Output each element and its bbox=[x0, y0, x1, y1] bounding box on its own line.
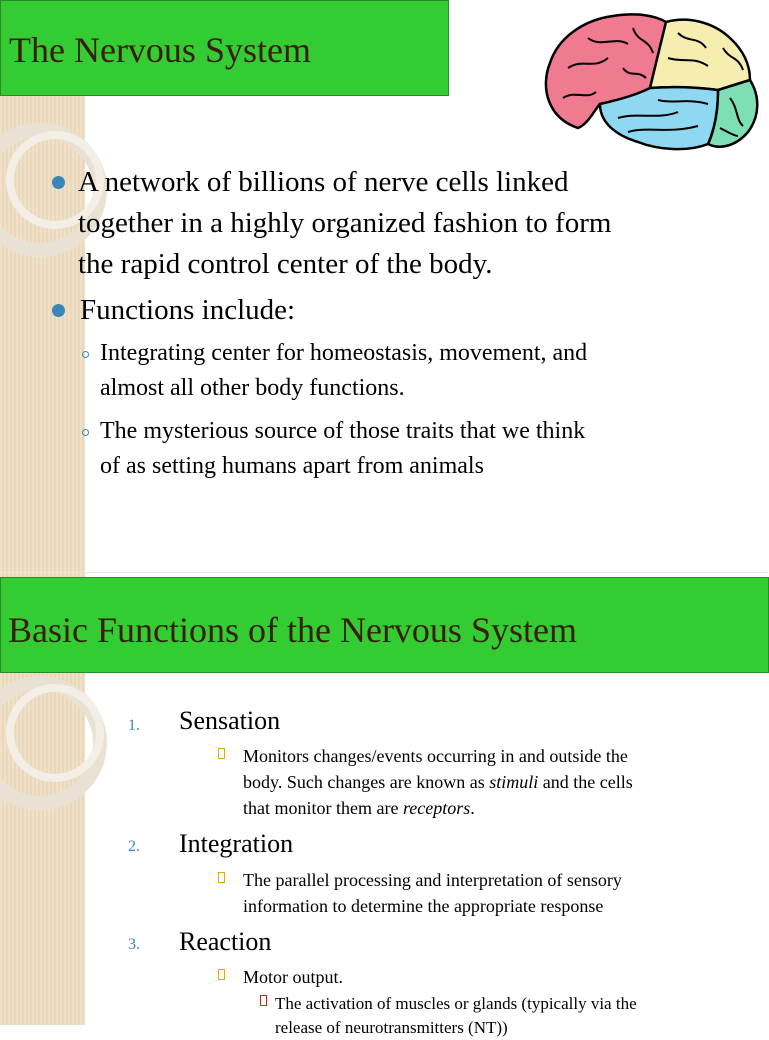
subbullet-mysterious bbox=[100, 414, 760, 484]
list-subdetail bbox=[275, 992, 637, 1040]
list-heading: Sensation bbox=[179, 706, 281, 735]
title-bar bbox=[0, 0, 449, 96]
subdetail-line: release of neurotransmitters (NT)) bbox=[275, 1018, 508, 1037]
detail-line: The parallel processing and interpretation of sensory bbox=[243, 870, 622, 890]
list-number: 3. bbox=[128, 936, 140, 953]
list-detail bbox=[243, 867, 743, 919]
square-bullet-icon bbox=[218, 969, 225, 980]
list-number: 1. bbox=[128, 717, 140, 734]
subbullet-line: of as setting humans apart from animals bbox=[100, 453, 484, 479]
detail-text: body. Such changes are known as bbox=[243, 772, 490, 792]
detail-text: and the cells bbox=[538, 772, 633, 792]
bullet-dot-icon bbox=[52, 176, 65, 189]
detail-term-receptors: receptors bbox=[402, 798, 471, 818]
subbullet-line: almost all other body functions. bbox=[100, 375, 405, 401]
title-bar bbox=[0, 577, 769, 673]
detail-line: information to determine the appropriate response bbox=[243, 896, 604, 916]
bullet-functions bbox=[80, 290, 760, 331]
subdetail-line: The activation of muscles or glands (typically via the bbox=[275, 994, 637, 1013]
detail-line: Motor output. bbox=[243, 967, 344, 987]
bullet-line: together in a highly organized fashion to form bbox=[78, 207, 612, 239]
list-heading: Integration bbox=[179, 829, 294, 858]
list-number: 2. bbox=[128, 838, 140, 855]
square-bullet-icon bbox=[218, 872, 225, 883]
bullet-line: Functions include: bbox=[80, 294, 296, 326]
subbullet-line: Integrating center for homeostasis, movement, and bbox=[100, 340, 588, 366]
subbullet-ring-icon bbox=[82, 351, 89, 358]
subbullet-line: The mysterious source of those traits that we think bbox=[100, 418, 586, 444]
detail-line bbox=[243, 795, 743, 821]
bullet-line: the rapid control center of the body. bbox=[78, 248, 493, 280]
bullet-line: A network of billions of nerve cells linked bbox=[78, 166, 569, 198]
subbullet-integrating bbox=[100, 336, 760, 406]
slide-basic-functions bbox=[0, 572, 768, 1037]
bullet-definition bbox=[78, 162, 758, 285]
detail-text: that monitor them are bbox=[243, 798, 403, 818]
detail-text: . bbox=[470, 798, 475, 818]
detail-line: Monitors changes/events occurring in and outside the bbox=[243, 746, 628, 766]
detail-term-stimuli: stimuli bbox=[489, 772, 539, 792]
bullet-dot-icon bbox=[52, 304, 65, 317]
list-heading: Reaction bbox=[179, 927, 272, 956]
brain-illustration-icon bbox=[538, 8, 766, 156]
page-title: The Nervous System bbox=[9, 30, 311, 70]
list-detail bbox=[243, 743, 743, 821]
square-bullet-icon bbox=[218, 748, 225, 759]
detail-line bbox=[243, 769, 743, 795]
square-bullet-red-icon bbox=[260, 995, 267, 1006]
list-detail bbox=[243, 964, 743, 990]
subbullet-ring-icon bbox=[82, 429, 89, 436]
section-title: Basic Functions of the Nervous System bbox=[8, 610, 577, 650]
